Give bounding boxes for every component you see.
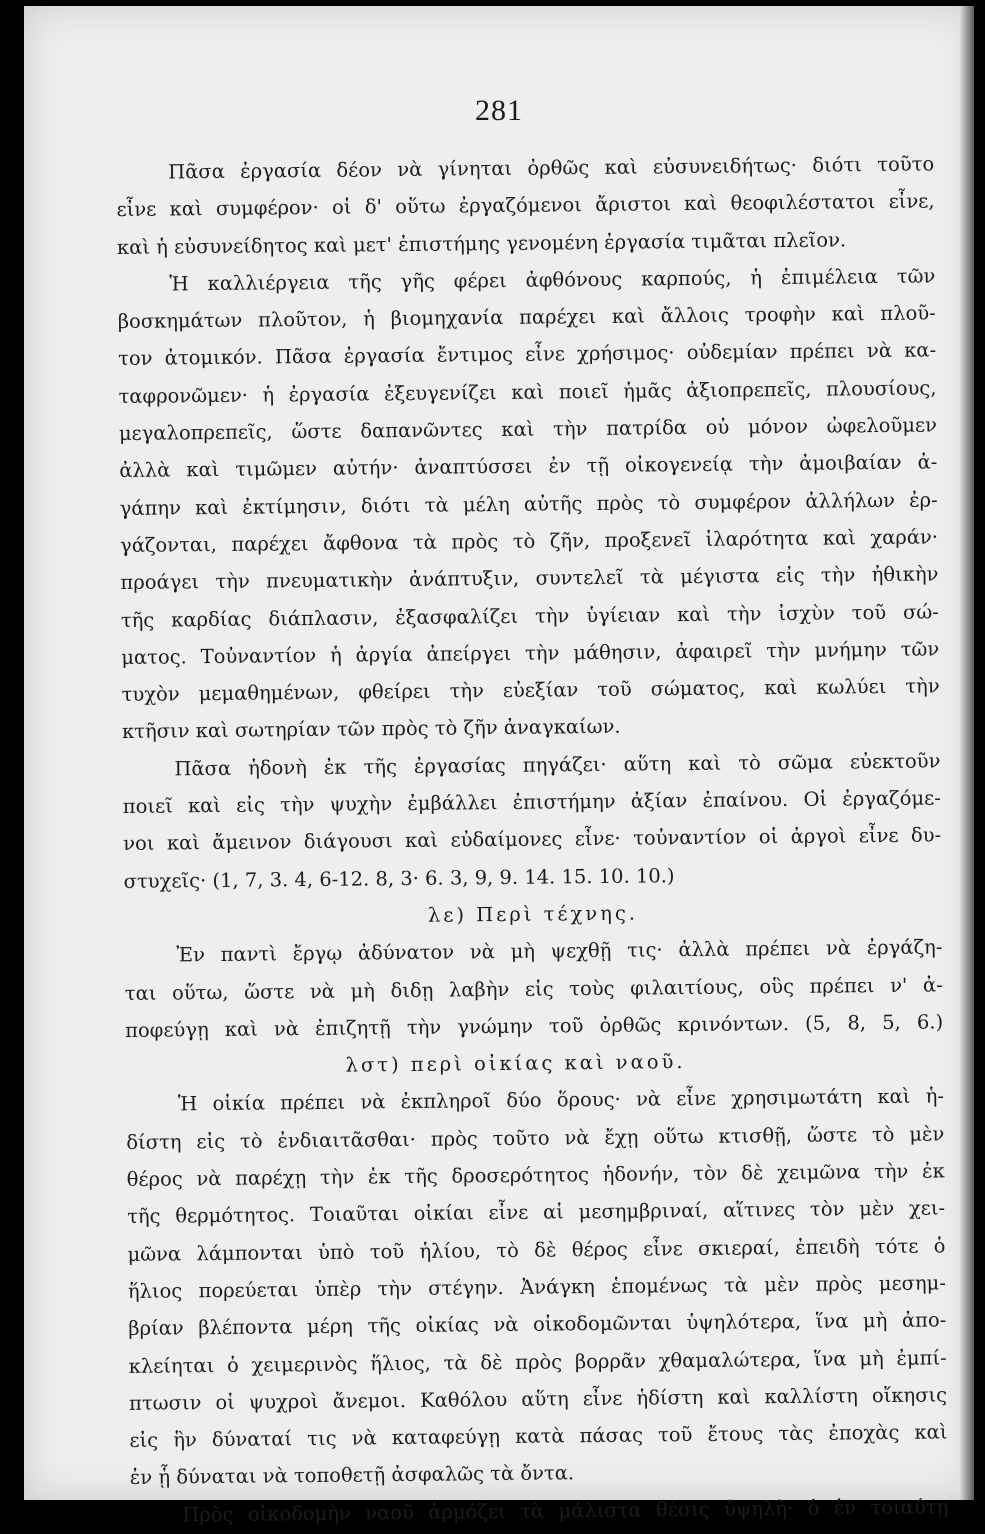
- text-line: καὶ ἡ εὐσυνείδητος καὶ μετ' ἐπιστήμης γενομένη ἐργασία τιμᾶται πλεῖον.: [116, 227, 847, 259]
- book-page: [24, 6, 974, 1527]
- text-line: Πρὸς οἰκοδομὴν ναοῦ ἁρμόζει τὰ μάλιστα θέσις ὑψηλὴ· ὁ ἐν τοιαύτῃ: [182, 1495, 949, 1527]
- text-line: Ἐν παντὶ ἔργῳ ἀδύνατον νὰ μὴ ψεχθῇ τις· ἀλλὰ πρέπει νὰ ἐργάζη-: [176, 935, 943, 967]
- text-line: ἥλιος πορεύεται ὑπὲρ τὴν στέγην. Ἀνάγκη ἑπομένως τὰ μὲν πρὸς μεσημ-: [127, 1271, 946, 1303]
- text-line: κλείηται ὁ χειμερινὸς ἥλιος, τὰ δὲ πρὸς βορρᾶν χθαμαλώτερα, ἵνα μὴ ἐμπί-: [128, 1345, 947, 1378]
- text-line: μεγαλοπρεπεῖς, ὥστε δαπανῶντες καὶ τὴν πατρίδα οὐ μόνον ὠφελοῦμεν: [118, 413, 938, 446]
- section-heading: λε) Περὶ τέχνης.: [427, 901, 639, 927]
- text-line: κτῆσιν καὶ σωτηρίαν τῶν πρὸς τὸ ζῆν ἀναγκαίων.: [121, 715, 621, 744]
- text-line: θέρος νὰ παρέχῃ τὴν ἐκ τῆς δροσερότητος ἡδονήν, τὸν δὲ χειμῶνα τὴν ἐκ: [126, 1159, 945, 1191]
- text-line: βοσκημάτων πλοῦτον, ἡ βιομηχανία παρέχει καὶ ἄλλοις τροφὴν καὶ πλοῦ-: [117, 301, 936, 334]
- text-line: ταφρονῶμεν· ἡ ἐργασία ἐξευγενίζει καὶ ποιεῖ ἡμᾶς ἀξιοπρεπεῖς, πλουσίους,: [118, 376, 937, 408]
- text-line: εἶνε καὶ συμφέρον· οἱ δ' οὕτω ἐργαζόμενοι ἄριστοι καὶ θεοφιλέστατοι εἶνε,: [116, 189, 935, 222]
- body-text: [116, 145, 948, 1533]
- text-line: Πᾶσα ἡδονὴ ἐκ τῆς ἐργασίας πηγάζει· αὕτη καὶ τὸ σῶμα εὐεκτοῦν: [174, 749, 941, 781]
- text-line: τῆς καρδίας διάπλασιν, ἐξασφαλίζει τὴν ὑγίειαν καὶ τὴν ἰσχὺν τοῦ σώ-: [120, 599, 939, 632]
- text-line: πτωσιν οἱ ψυχροὶ ἄνεμοι. Καθόλου αὕτη εἶνε ἡδίστη καὶ καλλίστη οἴκησις: [128, 1383, 948, 1415]
- text-line: ματος. Τοὐναντίον ἡ ἀργία ἀπείργει τὴν μάθησιν, ἀφαιρεῖ τὴν μνήμην τῶν: [121, 637, 940, 669]
- text-line: εἰς ἣν δύναταί τις νὰ καταφεύγῃ κατὰ πάσας τοῦ ἔτους τὰς ἐποχὰς καὶ: [129, 1420, 948, 1453]
- text-line: ποφεύγῃ καὶ νὰ ἐπιζητῇ τὴν γνώμην τοῦ ὀρθῶς κρινόντων. (5, 8, 5, 6.): [125, 1010, 944, 1042]
- text-line: τῆς θερμότητος. Τοιαῦται οἰκίαι εἶνε αἱ μεσημβριναί, αἵτινες τὸν μὲν χει-: [127, 1196, 946, 1229]
- text-line: ποιεῖ καὶ εἰς τὴν ψυχὴν ἐμβάλλει ἐπιστήμην ἀξίαν ἐπαίνου. Οἱ ἐργαζόμε-: [122, 786, 941, 819]
- text-line: μῶνα λάμπονται ὑπὸ τοῦ ἡλίου, τὸ δὲ θέρος εἶνε σκιεραί, ἐπειδὴ τότε ὁ: [127, 1233, 946, 1266]
- text-line: στυχεῖς· (1, 7, 3. 4, 6-12. 8, 3· 6. 3, 9, 9. 14. 15. 10. 10.): [123, 863, 675, 893]
- text-line: γάπην καὶ ἐκτίμησιν, διότι τὰ μέλη αὐτῆς πρὸς τὸ συμφέρον ἀλλήλων ἐρ-: [119, 488, 938, 520]
- text-line: Ἡ καλλιέργεια τῆς γῆς φέρει ἀφθόνους καρπούς, ἡ ἐπιμέλεια τῶν: [169, 264, 936, 296]
- page-number: 281: [475, 94, 523, 127]
- text-line: νοι καὶ ἄμεινον διάγουσι καὶ εὐδαίμονες εἶνε· τοὐναντίον οἱ ἀργοὶ εἶνε δυ-: [123, 823, 942, 856]
- text-line: δίστη εἰς τὸ ἐνδιαιτᾶσθαι· πρὸς τοῦτο νὰ ἔχῃ οὕτω κτισθῇ, ὥστε τὸ μὲν: [126, 1122, 945, 1154]
- text-line: τυχὸν μεμαθημένων, φθείρει τὴν εὐεξίαν τοῦ σώματος, καὶ κωλύει τὴν: [121, 674, 940, 707]
- text-line: ται οὕτω, ὥστε νὰ μὴ διδῃ λαβὴν εἰς τοὺς φιλαιτίους, οὓς πρέπει ν' ἀ-: [124, 972, 943, 1005]
- text-line: Ἡ οἰκία πρέπει νὰ ἐκπληροῖ δύο ὅρους· νὰ εἶνε χρησιμωτάτη καὶ ἡ-: [177, 1084, 945, 1116]
- text-line: ἐν ᾗ δύναται νὰ τοποθετῇ ἀσφαλῶς τὰ ὄντα.: [129, 1461, 575, 1490]
- text-line: τον ἀτομικόν. Πᾶσα ἐργασία ἔντιμος εἶνε χρήσιμος· οὐδεμίαν πρέπει νὰ κα-: [118, 338, 937, 371]
- text-line: βρίαν βλέποντα μέρη τῆς οἰκίας νὰ οἰκοδομῶνται ὑψηλότερα, ἵνα μὴ ἀπο-: [128, 1308, 947, 1341]
- section-heading: λστ) περὶ οἰκίας καὶ ναοῦ.: [345, 1050, 686, 1077]
- page-binding-edge: [960, 6, 974, 1500]
- text-line: ἀλλὰ καὶ τιμῶμεν αὐτήν· ἀναπτύσσει ἐν τῇ οἰκογενείᾳ τὴν ἀμοιβαίαν ἀ-: [119, 450, 938, 483]
- text-line: προάγει τὴν πνευματικὴν ἀνάπτυξιν, συντελεῖ τὰ μέγιστα εἰς τὴν ἠθικὴν: [120, 562, 939, 595]
- text-line: γάζονται, παρέχει ἄφθονα τὰ πρὸς τὸ ζῆν, προξενεῖ ἱλαρότητα καὶ χαράν·: [119, 525, 939, 557]
- text-line: Πᾶσα ἐργασία δέον νὰ γίνηται ὀρθῶς καὶ εὐσυνειδήτως· διότι τοῦτο: [168, 152, 935, 184]
